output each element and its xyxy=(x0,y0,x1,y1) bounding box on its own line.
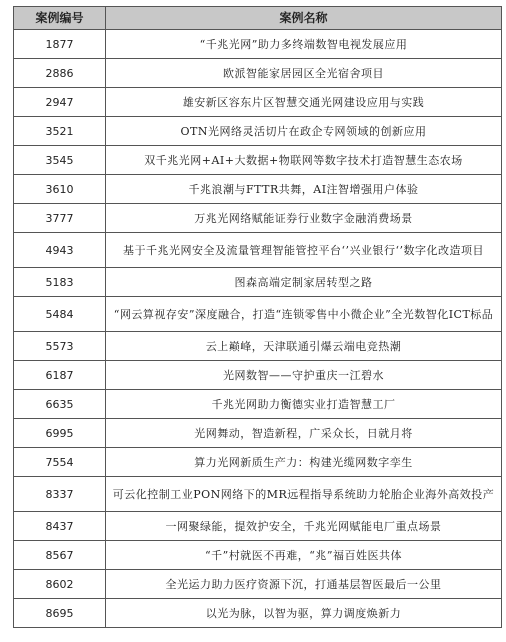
case-name-cell: 云上巅峰，天津联通引爆云端电竞热潮 xyxy=(106,332,502,361)
case-id-cell: 3521 xyxy=(14,117,106,146)
case-id-cell: 3610 xyxy=(14,175,106,204)
table-row xyxy=(14,59,502,88)
case-id-cell: 2947 xyxy=(14,88,106,117)
table-row xyxy=(14,297,502,332)
case-id-cell: 3545 xyxy=(14,146,106,175)
case-id-cell: 8567 xyxy=(14,541,106,570)
table-row xyxy=(14,117,502,146)
case-id-cell: 8437 xyxy=(14,512,106,541)
case-table xyxy=(13,6,502,628)
case-id-cell: 7554 xyxy=(14,448,106,477)
case-name-cell: 千兆浪潮与FTTR共舞，AI注智增强用户体验 xyxy=(106,175,502,204)
case-id-cell: 8337 xyxy=(14,477,106,512)
case-name-cell: 千兆光网助力衡德实业打造智慧工厂 xyxy=(106,390,502,419)
case-table-container xyxy=(13,6,501,628)
table-row xyxy=(14,88,502,117)
case-name-cell: 算力光网新质生产力：构建光缆网数字孪生 xyxy=(106,448,502,477)
case-id-cell: 3777 xyxy=(14,204,106,233)
case-id-cell: 5484 xyxy=(14,297,106,332)
case-name-cell: 雄安新区容东片区智慧交通光网建设应用与实践 xyxy=(106,88,502,117)
case-name-cell: 一网聚绿能，提效护安全，千兆光网赋能电厂重点场景 xyxy=(106,512,502,541)
table-body xyxy=(14,30,502,628)
case-name-cell: 图森高端定制家居转型之路 xyxy=(106,268,502,297)
table-row xyxy=(14,512,502,541)
table-row xyxy=(14,175,502,204)
table-row xyxy=(14,30,502,59)
case-id-cell: 5573 xyxy=(14,332,106,361)
case-name-cell: 以光为脉，以智为驱，算力调度焕新力 xyxy=(106,599,502,628)
table-row xyxy=(14,448,502,477)
case-name-cell: 可云化控制工业PON网络下的MR远程指导系统助力轮胎企业海外高效投产 xyxy=(106,477,502,512)
case-name-cell: 光网数智——守护重庆一江碧水 xyxy=(106,361,502,390)
case-id-cell: 1877 xyxy=(14,30,106,59)
table-row xyxy=(14,332,502,361)
table-row xyxy=(14,599,502,628)
table-row xyxy=(14,268,502,297)
case-name-cell: 双千兆光网+AI+大数据+物联网等数字技术打造智慧生态农场 xyxy=(106,146,502,175)
header-case-id: 案例编号 xyxy=(14,7,106,30)
table-row xyxy=(14,146,502,175)
table-row xyxy=(14,361,502,390)
case-id-cell: 6995 xyxy=(14,419,106,448)
case-name-cell: 光网舞动，智造新程，广采众长，日就月将 xyxy=(106,419,502,448)
case-name-cell: “千兆光网”助力多终端数智电视发展应用 xyxy=(106,30,502,59)
case-id-cell: 8602 xyxy=(14,570,106,599)
case-id-cell: 2886 xyxy=(14,59,106,88)
case-name-cell: 全光运力助力医疗资源下沉，打通基层智医最后一公里 xyxy=(106,570,502,599)
table-row xyxy=(14,541,502,570)
case-name-cell: 万兆光网络赋能证券行业数字金融消费场景 xyxy=(106,204,502,233)
table-row xyxy=(14,390,502,419)
header-case-name: 案例名称 xyxy=(106,7,502,30)
case-id-cell: 6635 xyxy=(14,390,106,419)
table-header-row xyxy=(14,7,502,30)
case-name-cell: 基于千兆光网安全及流量管理智能管控平台‘’兴业银行‘’数字化改造项目 xyxy=(106,233,502,268)
case-name-cell: “网云算视存安”深度融合，打造“连锁零售中小微企业”全光数智化ICT标品 xyxy=(106,297,502,332)
case-id-cell: 4943 xyxy=(14,233,106,268)
case-name-cell: “千”村就医不再难，“兆”福百姓医共体 xyxy=(106,541,502,570)
case-id-cell: 6187 xyxy=(14,361,106,390)
table-row xyxy=(14,204,502,233)
case-name-cell: 欧派智能家居园区全光宿舍项目 xyxy=(106,59,502,88)
table-row xyxy=(14,233,502,268)
case-name-cell: OTN光网络灵活切片在政企专网领域的创新应用 xyxy=(106,117,502,146)
table-row xyxy=(14,419,502,448)
table-row xyxy=(14,477,502,512)
case-id-cell: 5183 xyxy=(14,268,106,297)
table-row xyxy=(14,570,502,599)
case-id-cell: 8695 xyxy=(14,599,106,628)
